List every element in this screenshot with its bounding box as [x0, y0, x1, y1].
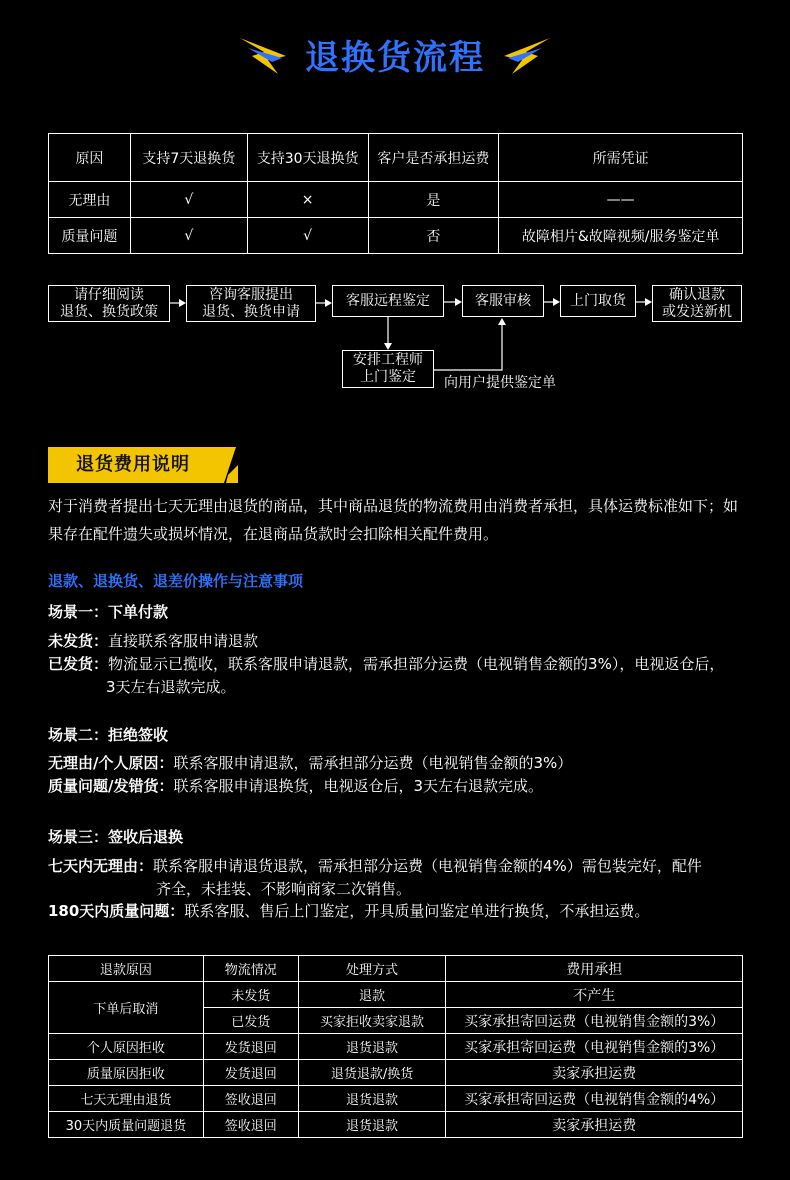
- table-cell: 个人原因拒收: [49, 1034, 204, 1060]
- refund-fee-table: [48, 955, 743, 1138]
- table-cell: 故障相片&故障视频/服务鉴定单: [499, 218, 743, 254]
- item-key: 质量问题/发错货：: [48, 777, 174, 795]
- arrow-4: [544, 298, 560, 306]
- item-key: 已发货：: [48, 655, 109, 673]
- table-cell: ——: [499, 182, 743, 218]
- table-cell: 30天内质量问题退货: [49, 1112, 204, 1138]
- flow-step-review: 客服审核: [462, 285, 544, 317]
- return-policy-table: [48, 133, 743, 254]
- fee-description: 对于消费者提出七天无理由退货的商品，其中商品退货的物流费用由消费者承担，具体运费标准如下；如果存在配件遗失或损坏情况，在退商品货款时会扣除相关配件费用。: [48, 497, 739, 543]
- scene-1-item-cont: 3天左右退款完成。: [106, 678, 236, 696]
- item-value: 联系客服、售后上门鉴定，开具质量问鉴定单进行换货，不承担运费。: [184, 902, 650, 920]
- table-cell: 买家承担寄回运费（电视销售金额的3%）: [446, 1034, 743, 1060]
- table-cell: 退款: [298, 982, 446, 1008]
- table-header-cell: 支持30天退换货: [247, 134, 368, 182]
- scene-1-title: 场景一：下单付款: [48, 603, 169, 621]
- table-cell: 签收退回: [203, 1086, 298, 1112]
- scene-2-item: [48, 752, 572, 775]
- flow-step-refund: 确认退款 或发送新机: [652, 285, 742, 322]
- table-header-row: [49, 956, 743, 982]
- table-cell: 已发货: [203, 1008, 298, 1034]
- table-cell: 签收退回: [203, 1112, 298, 1138]
- item-value: 物流显示已揽收，联系客服申请退款，需承担部分运费（电视销售金额的3%），电视返仓后，: [108, 655, 725, 673]
- item-value: 联系客服申请退货退款，需承担部分运费（电视销售金额的4%）需包装完好，配件: [153, 857, 702, 875]
- arrow-up: [434, 318, 506, 370]
- table-cell: 下单后取消: [49, 982, 204, 1034]
- table-cell: 买家拒收卖家退款: [298, 1008, 446, 1034]
- item-value: 联系客服申请退款，需承担部分运费（电视销售金额的3%）: [173, 754, 573, 772]
- table-cell: 否: [368, 218, 499, 254]
- table-header-cell: 退款原因: [49, 956, 204, 982]
- flow-step-pickup: 上门取货: [560, 285, 636, 317]
- table-cell: √: [247, 218, 368, 254]
- table-cell: 七天无理由退货: [49, 1086, 204, 1112]
- table-header-cell: 物流情况: [203, 956, 298, 982]
- table-cell: √: [130, 218, 247, 254]
- table-cell: 退货退款/换货: [298, 1060, 446, 1086]
- scene-1-item: [48, 630, 258, 653]
- table-cell: √: [130, 182, 247, 218]
- flow-step-remote-check: 客服远程鉴定: [332, 285, 444, 317]
- flow-step-read-policy: 请仔细阅读 退货、换货政策: [48, 285, 170, 322]
- table-cell: 退货退款: [298, 1112, 446, 1138]
- scene-3-title: 场景三：签收后退换: [48, 828, 184, 846]
- table-cell: ×: [247, 182, 368, 218]
- table-cell: 退货退款: [298, 1086, 446, 1112]
- table-header-row: [49, 134, 743, 182]
- table-cell: 未发货: [203, 982, 298, 1008]
- item-key: 七天内无理由：: [48, 857, 154, 875]
- table-row: [49, 1060, 743, 1086]
- table-header-cell: 费用承担: [446, 956, 743, 982]
- scene-3-item: [48, 900, 649, 923]
- item-value: 直接联系客服申请退款: [108, 632, 259, 650]
- table-row: [49, 1034, 743, 1060]
- flow-step-apply: 咨询客服提出 退货、换货申请: [186, 285, 316, 322]
- item-key: 未发货：: [48, 632, 109, 650]
- table-cell: 质量问题: [49, 218, 131, 254]
- table-row: [49, 218, 743, 254]
- table-cell: 不产生: [446, 982, 743, 1008]
- table-header-cell: 处理方式: [298, 956, 446, 982]
- table-row: [49, 1086, 743, 1112]
- ops-heading: 退款、退换货、退差价操作与注意事项: [48, 572, 304, 590]
- table-cell: 发货退回: [203, 1060, 298, 1086]
- scene-1-item: [48, 653, 748, 676]
- scene-3-item: [48, 855, 748, 878]
- table-header-cell: 客户是否承担运费: [368, 134, 499, 182]
- arrow-5: [636, 298, 652, 306]
- table-cell: 质量原因拒收: [49, 1060, 204, 1086]
- fee-section-title: 退货费用说明: [76, 454, 190, 475]
- table-header-cell: 支持7天退换货: [130, 134, 247, 182]
- right-wing-icon: [502, 34, 552, 78]
- arrow-3: [444, 298, 462, 306]
- arrow-2: [316, 299, 332, 307]
- flow-user-note: 向用户提供鉴定单: [444, 375, 556, 391]
- flow-step-engineer: 安排工程师 上门鉴定: [342, 350, 434, 388]
- arrow-down: [384, 317, 392, 350]
- table-cell: 卖家承担运费: [446, 1112, 743, 1138]
- table-row: [49, 182, 743, 218]
- scene-2-title: 场景二：拒绝签收: [48, 726, 169, 744]
- table-header-cell: 所需凭证: [499, 134, 743, 182]
- scene-2-item: [48, 775, 543, 798]
- table-cell: 发货退回: [203, 1034, 298, 1060]
- table-cell: 是: [368, 182, 499, 218]
- item-key: 无理由/个人原因：: [48, 754, 174, 772]
- scene-3-item-cont: 齐全，未挂装、不影响商家二次销售。: [156, 880, 412, 898]
- item-value: 联系客服申请退换货，电视返仓后，3天左右退款完成。: [173, 777, 544, 795]
- table-row: [49, 982, 743, 1008]
- flow-arrows: [0, 270, 790, 400]
- table-cell: 退货退款: [298, 1034, 446, 1060]
- arrow-1: [170, 299, 186, 307]
- item-key: 180天内质量问题：: [48, 902, 185, 920]
- table-cell: 买家承担寄回运费（电视销售金额的4%）: [446, 1086, 743, 1112]
- table-row: [49, 1112, 743, 1138]
- table-cell: 买家承担寄回运费（电视销售金额的3%）: [446, 1008, 743, 1034]
- page-title: 退换货流程: [305, 38, 485, 78]
- table-header-cell: 原因: [49, 134, 131, 182]
- table-cell: 卖家承担运费: [446, 1060, 743, 1086]
- table-cell: 无理由: [49, 182, 131, 218]
